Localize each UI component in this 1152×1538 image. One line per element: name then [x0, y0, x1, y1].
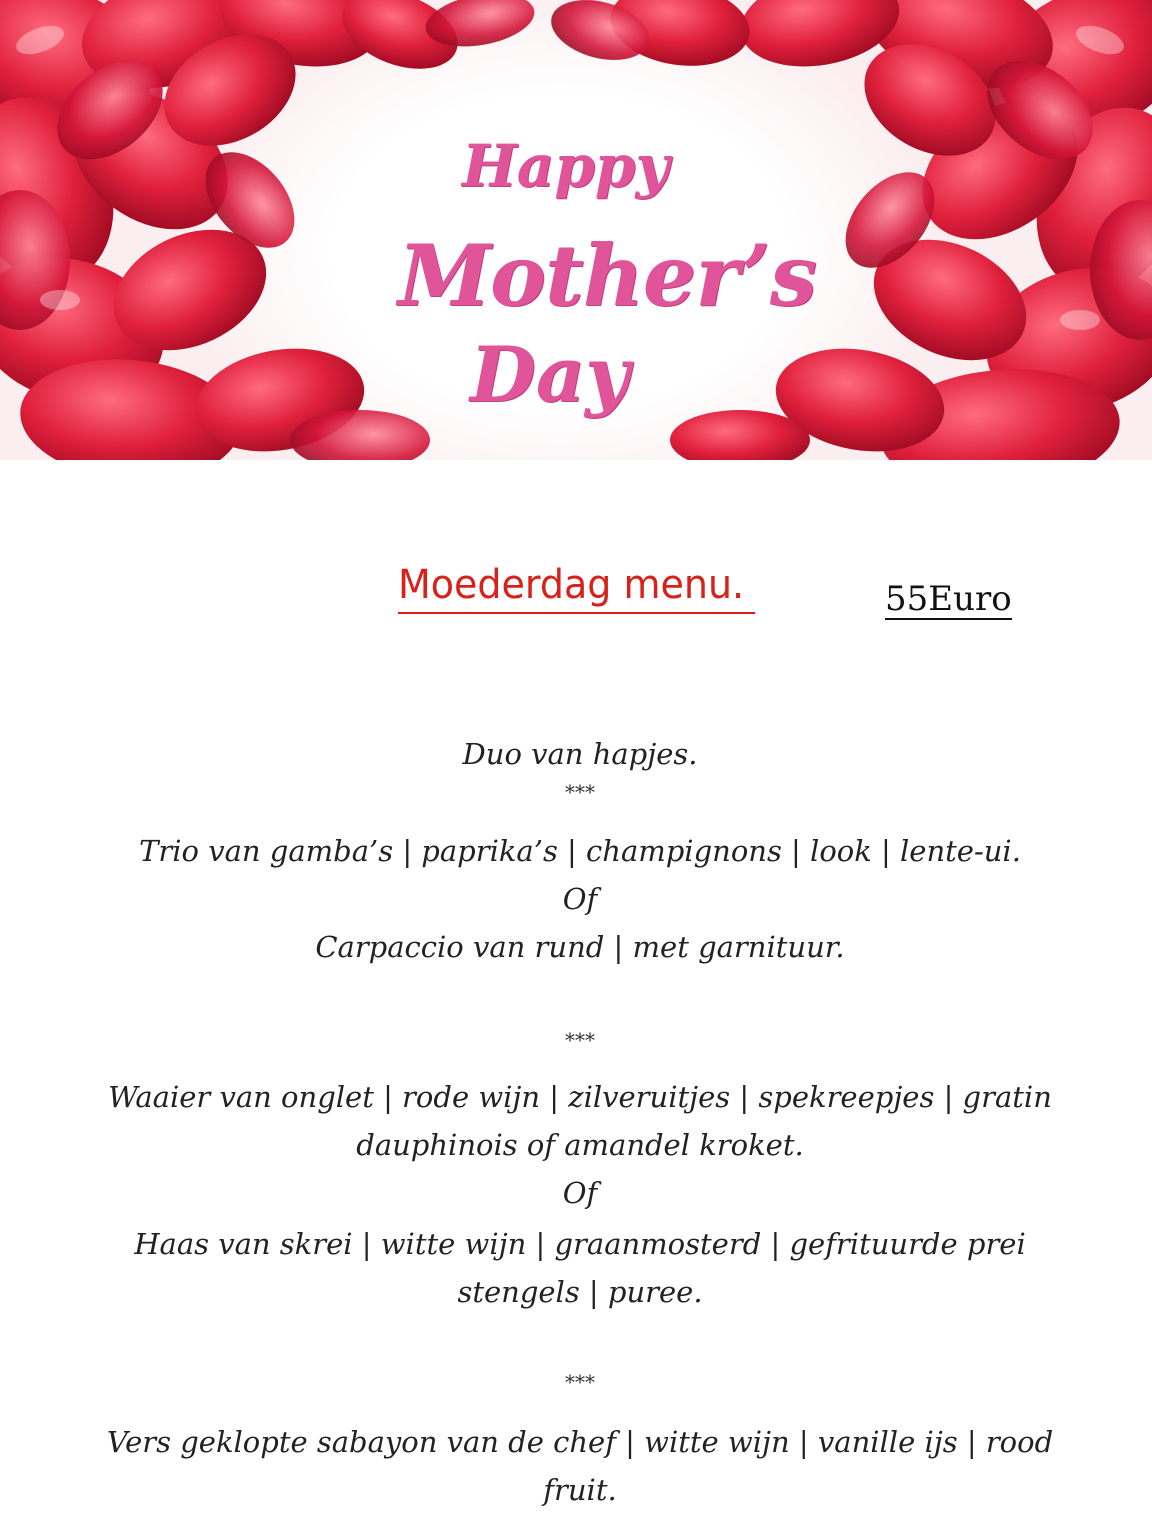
- menu-item-appetizer-2: Carpaccio van rund | met garnituur.: [315, 930, 845, 964]
- menu-item-dessert-line-1: Vers geklopte sabayon van de chef | witte wijn | vanille ijs | rood: [106, 1425, 1054, 1459]
- menu-title: Moederdag menu.: [398, 562, 756, 614]
- menu-item-starter: Duo van hapjes.: [462, 737, 698, 771]
- menu-item-main-1-line-1: Waaier van onglet | rode wijn | zilveruitjes | spekreepjes | gratin: [108, 1080, 1052, 1114]
- separator: ***: [565, 1028, 595, 1052]
- menu-or: Of: [562, 882, 598, 916]
- menu-or: Of: [562, 1176, 598, 1210]
- menu-item-main-1-line-2: dauphinois of amandel kroket.: [356, 1128, 804, 1162]
- mothers-day-banner: [0, 0, 1152, 460]
- greeting-day: Day: [470, 330, 630, 419]
- separator: ***: [565, 780, 595, 804]
- greeting-mothers: Mother’s: [398, 226, 817, 325]
- menu-item-main-2-line-1: Haas van skrei | witte wijn | graanmosterd | gefrituurde prei: [134, 1227, 1026, 1261]
- menu-item-dessert-line-2: fruit.: [543, 1473, 617, 1507]
- menu-item-appetizer-1: Trio van gamba’s | paprika’s | champignons | look | lente-ui.: [139, 834, 1021, 868]
- menu-item-main-2-line-2: stengels | puree.: [457, 1275, 703, 1309]
- separator: ***: [565, 1370, 595, 1394]
- greeting-happy: Happy: [462, 132, 670, 200]
- menu-price: 55Euro: [885, 579, 1012, 619]
